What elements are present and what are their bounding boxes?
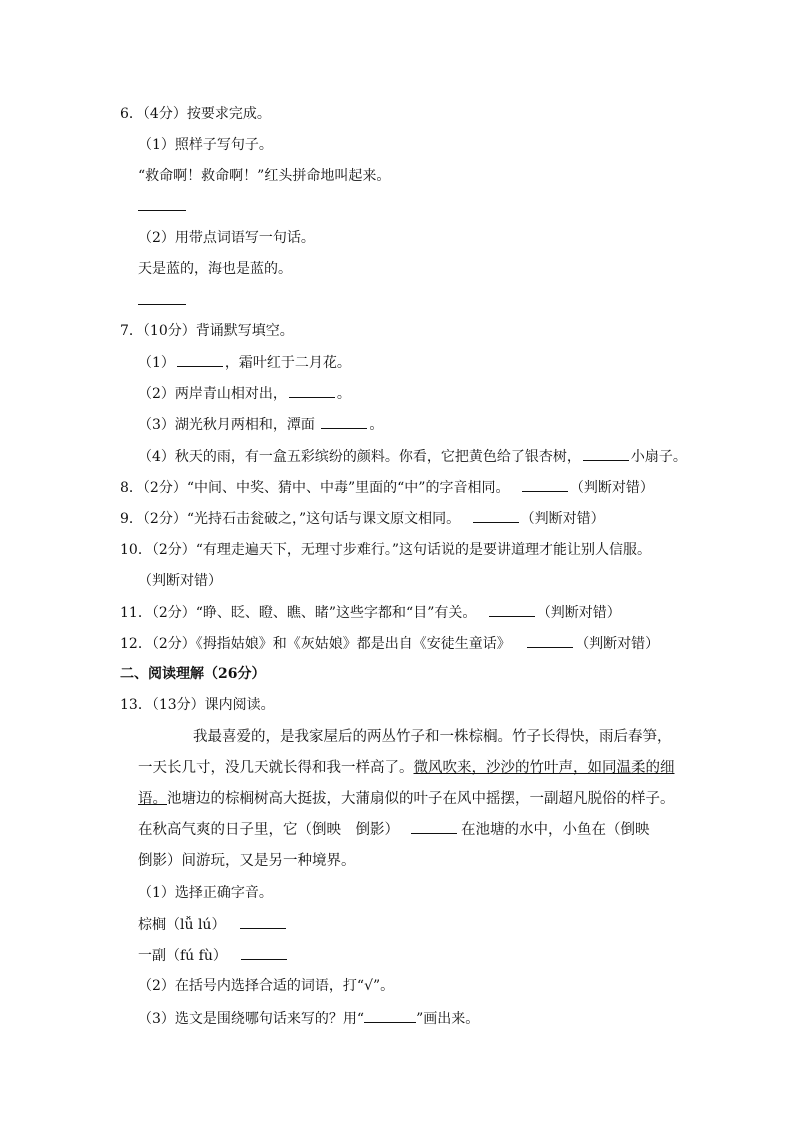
q7-line2-prefix: （2）两岸青山相对出， [138,386,287,402]
q8 [120,477,654,498]
q7-line3 [138,414,383,435]
q7-blank3[interactable] [321,414,367,429]
q6-part2-label: （2）用带点词语写一句话。 [138,230,315,246]
q7-line4-prefix: （4）秋天的雨，有一盒五彩缤纷的颜料。你看，它把黄色给了银杏树， [138,449,581,465]
q12 [120,633,659,654]
q13-header: 13．（13分）课内阅读。 [120,697,275,713]
q13-passage-part-a: 我最喜爱的，是我家屋后的两丛竹子和一株棕榈。竹子长得快，雨后春笋，一天长几寸，没几天就长得和我一样高了。 [138,729,672,776]
q7-line1 [138,352,351,373]
q13-part1-item2 [138,945,287,966]
q11-text: 11．（2分）“睁、眨、瞪、瞧、睹”这些字都和“目”有关。 [120,605,477,621]
q13-item2-text: 一副（fú fù） [138,948,227,964]
q7-line1-suffix: ，霜叶红于二月花。 [224,355,351,371]
q7-line3-suffix: 。 [369,417,384,433]
q12-blank[interactable] [527,633,573,648]
q6-part1-label: （1）照样子写句子。 [138,137,273,153]
q7-line4 [138,446,687,467]
q7-line2-suffix: 。 [336,386,351,402]
q6-part2-example: 天是蓝的，海也是蓝的。 [138,261,292,277]
q8-blank[interactable] [522,477,568,492]
q13-passage-part-b: 池塘边的棕榈树高大挺拔，大蒲扇似的叶子在风中摇摆，一副超凡脱俗的样子。在秋高气爽的日子里，它（倒映 倒影） [138,791,675,838]
q13-item1-text: 棕榈（lǚ lú） [138,917,226,933]
q13-part3 [138,1008,479,1029]
q7-header: 7．（10分）背诵默写填空。 [120,323,294,339]
q10-suffix: （判断对错） [138,573,222,589]
q13-part2-label: （2）在括号内选择合适的词语，打“√”。 [138,978,395,994]
q6-header: 6．（4分）按要求完成。 [120,106,271,122]
q7-blank4[interactable] [583,446,629,461]
q11-blank[interactable] [489,602,535,617]
q7-line4-suffix: 小扇子。 [630,449,687,465]
q7-blank2[interactable] [289,383,335,398]
q7-blank1[interactable] [177,352,223,367]
q8-suffix: （判断对错） [569,480,654,496]
q13-part3-suffix: ”画出来。 [416,1011,480,1027]
q13-item2-blank[interactable] [241,945,287,960]
q8-text: 8．（2分）“中间、中奖、猜中、中毒”里面的“中”的字音相同。 [120,480,510,496]
q13-passage [138,722,678,877]
q9-text: 9．（2分）“光持石击瓮破之，”这句话与课文原文相同。 [120,511,461,527]
q13-part1-item1 [138,914,286,935]
section2-title: 二、阅读理解（26分） [120,666,266,682]
q7-line2 [138,383,351,404]
q13-part3-prefix: （3）选文是围绕哪句话来写的？用“ [138,1011,365,1027]
q6-part1-example: “救命啊！救命啊！”红头拼命地叫起来。 [138,168,391,184]
q11-suffix: （判断对错） [536,605,621,621]
q12-suffix: （判断对错） [575,636,660,652]
q11 [120,602,621,623]
q7-line1-prefix: （1） [138,355,175,371]
q13-passage-blank[interactable] [411,819,457,834]
q13-part1-label: （1）选择正确字音。 [138,885,273,901]
q7-line3-prefix: （3）湖光秋月两相和，潭面 [138,417,320,433]
q13-item1-blank[interactable] [240,914,286,929]
q9 [120,508,605,529]
q12-text: 12．（2分）《拇指姑娘》和《灰姑娘》都是出自《安徒生童话》 [120,636,511,652]
q13-passage-part-c: 在池塘的水中，小鱼在（倒映 倒影）间游玩，又是另一种境界。 [138,822,664,869]
q9-suffix: （判断对错） [520,511,605,527]
q10-text: 10．（2分）“有理走遍天下，无理寸步难行。”这句话说的是要讲道理才能让别人信服。 [120,542,652,558]
q9-blank[interactable] [473,508,519,523]
q6-part1-answer-blank[interactable] [138,196,186,217]
q6-part2-answer-blank[interactable] [138,290,186,311]
q13-passage-underlined-sentence: 微风吹来，沙沙的竹叶声，如同温柔的细语。 [138,760,675,807]
q13-part3-underline-sample [364,1008,416,1023]
